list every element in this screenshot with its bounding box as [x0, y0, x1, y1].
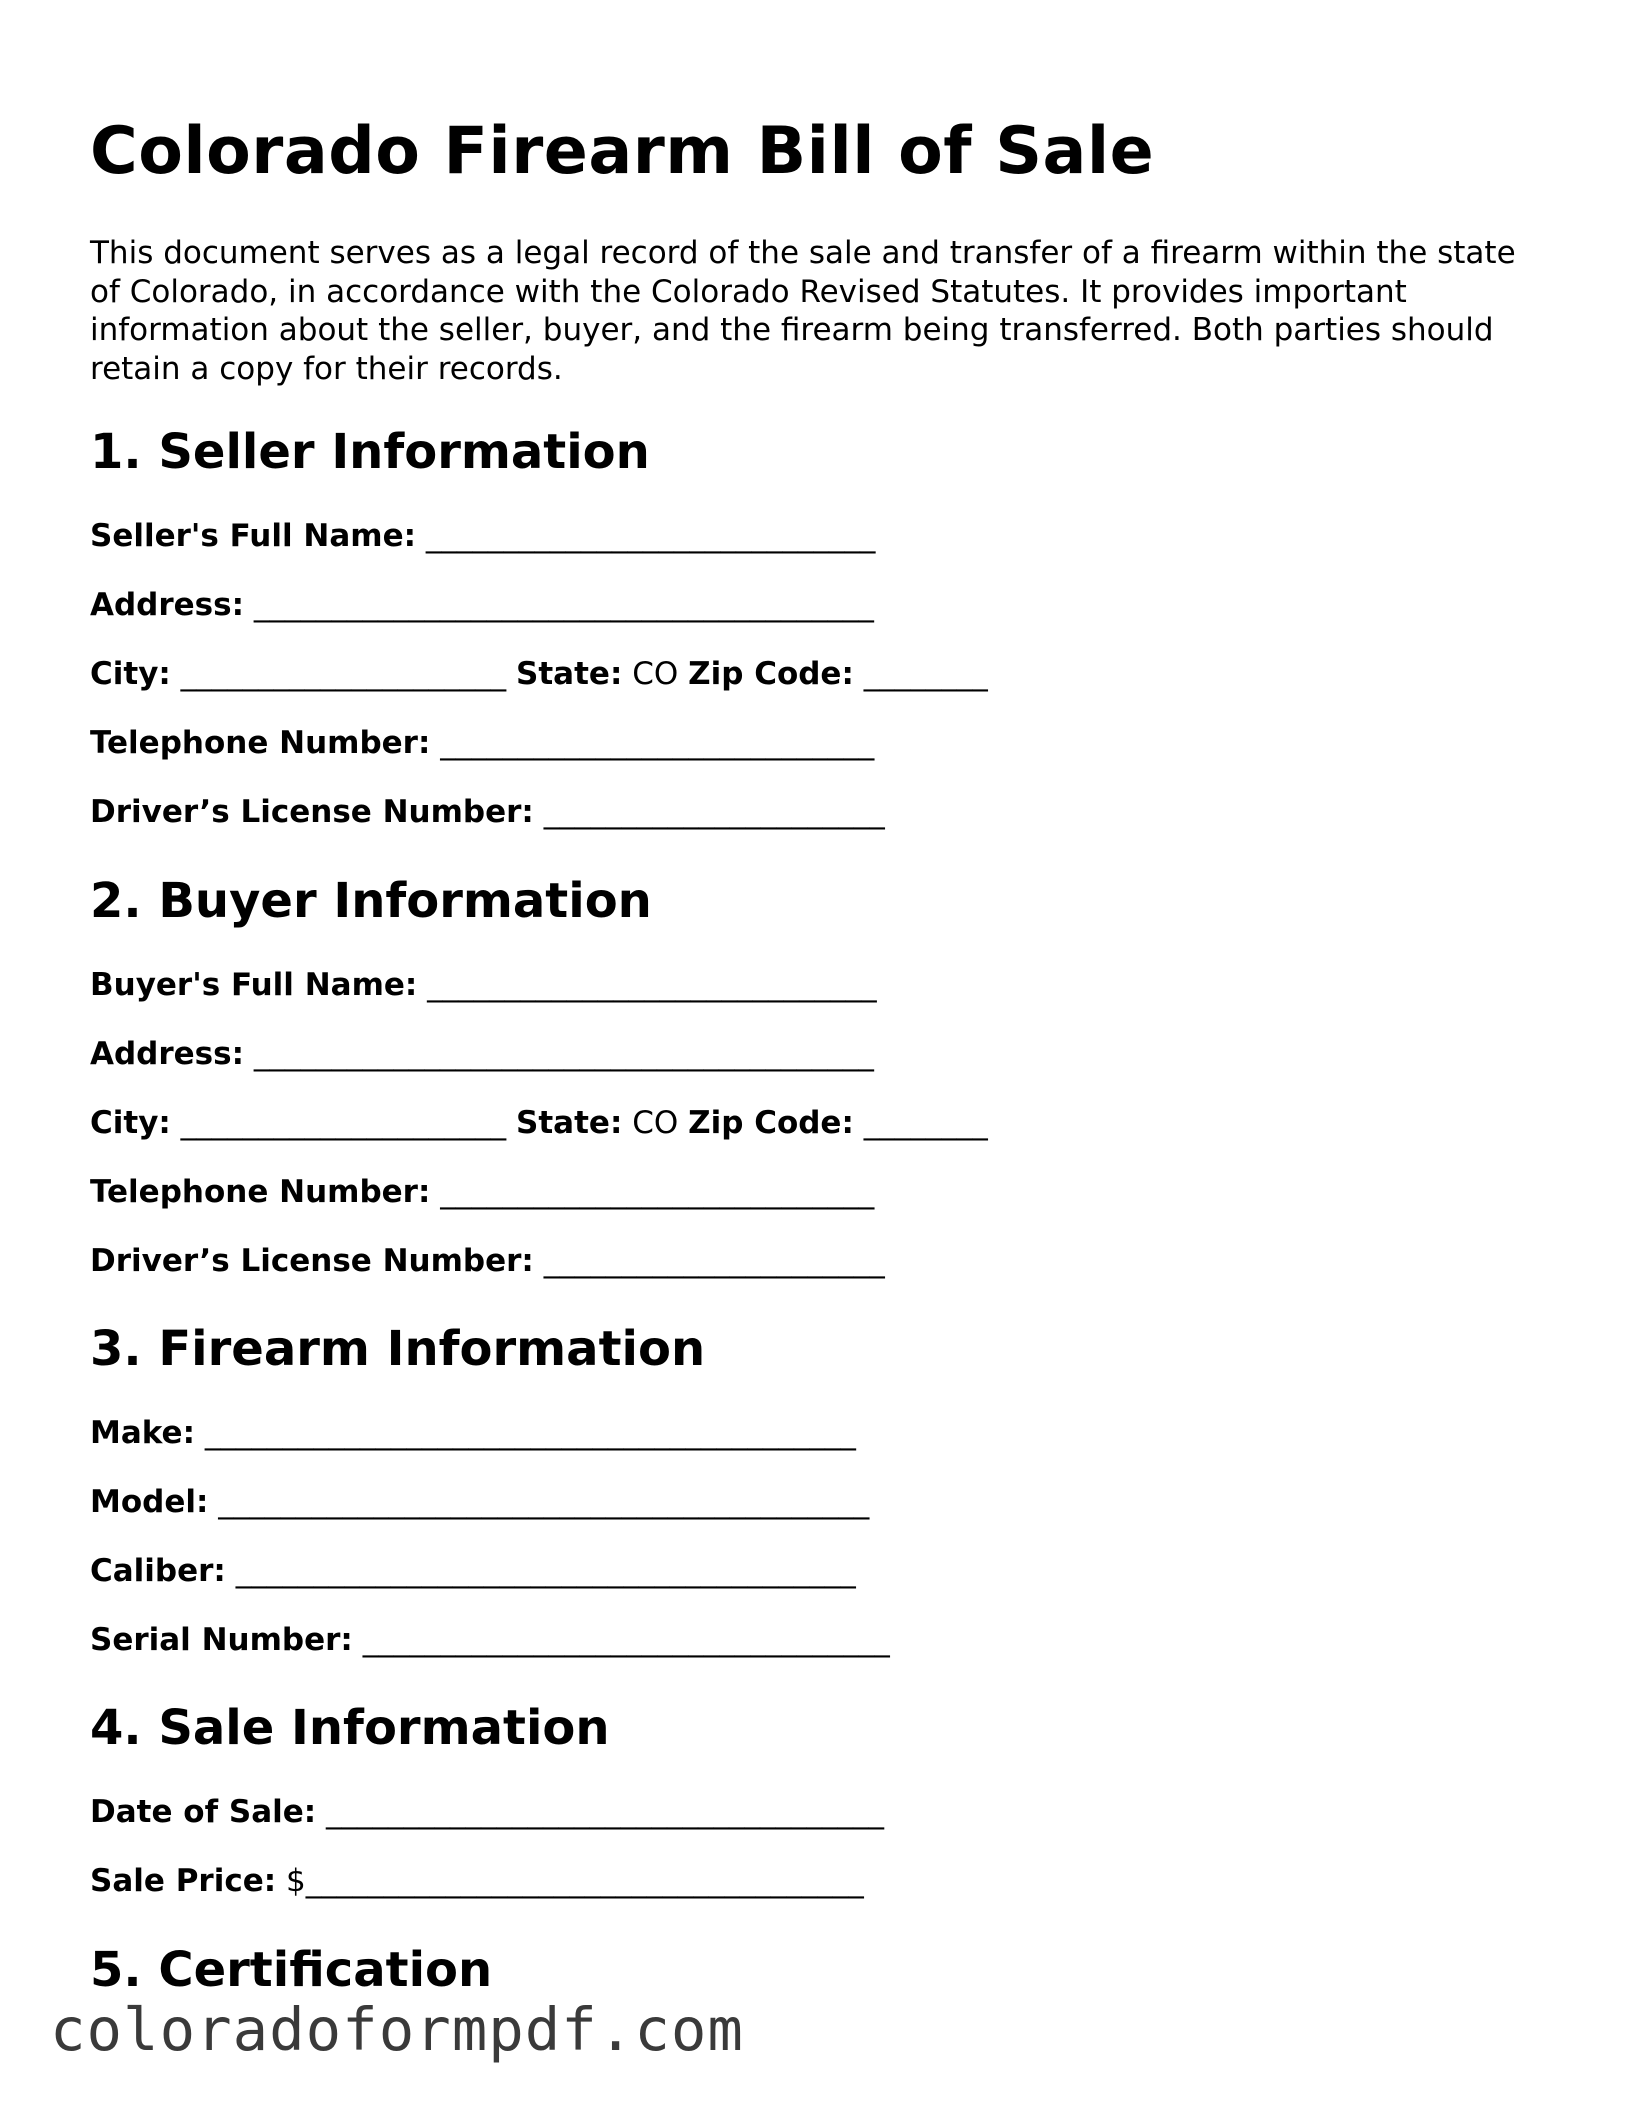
firearm-caliber-field[interactable] — [90, 1551, 856, 1591]
firearm-serial-field[interactable] — [90, 1620, 890, 1660]
seller-license-field[interactable] — [90, 792, 885, 832]
sale-price-label: Sale Price: — [90, 1863, 277, 1899]
firearm-serial-label: Serial Number: — [90, 1622, 353, 1658]
seller-address-label: Address: — [90, 587, 244, 623]
seller-phone-blank[interactable]: ____________________________ — [440, 725, 875, 761]
buyer-license-blank[interactable]: ______________________ — [543, 1243, 885, 1279]
firearm-make-field[interactable] — [90, 1413, 856, 1453]
seller-section-heading: 1. Seller Information — [90, 424, 650, 480]
buyer-zip-label: Zip Code: — [688, 1105, 854, 1141]
sale-date-blank[interactable]: ____________________________________ — [326, 1794, 885, 1830]
sale-date-field[interactable] — [90, 1792, 884, 1832]
seller-name-label: Seller's Full Name: — [90, 518, 416, 554]
buyer-state-label: State: — [516, 1105, 623, 1141]
firearm-serial-blank[interactable]: __________________________________ — [362, 1622, 890, 1658]
buyer-address-label: Address: — [90, 1036, 244, 1072]
page-title: Colorado Firearm Bill of Sale — [90, 114, 1155, 189]
buyer-zip-blank[interactable]: ________ — [863, 1105, 988, 1141]
firearm-caliber-blank[interactable]: ________________________________________ — [235, 1553, 856, 1589]
buyer-phone-field[interactable] — [90, 1172, 874, 1212]
seller-address-blank[interactable]: ________________________________________ — [253, 587, 874, 623]
sale-price-blank[interactable]: ____________________________________ — [305, 1863, 864, 1899]
buyer-section-heading: 2. Buyer Information — [90, 873, 652, 929]
buyer-phone-blank[interactable]: ____________________________ — [440, 1174, 875, 1210]
watermark: coloradoformpdf.com — [50, 1995, 744, 2064]
seller-state-label: State: — [516, 656, 623, 692]
seller-city-state-zip-field[interactable] — [90, 654, 988, 694]
seller-zip-blank[interactable]: ________ — [863, 656, 988, 692]
buyer-address-blank[interactable]: ________________________________________ — [253, 1036, 874, 1072]
firearm-model-label: Model: — [90, 1484, 209, 1520]
seller-zip-label: Zip Code: — [688, 656, 854, 692]
seller-license-blank[interactable]: ______________________ — [543, 794, 885, 830]
buyer-city-state-zip-field[interactable] — [90, 1103, 988, 1143]
document-page — [90, 112, 1550, 1998]
firearm-model-blank[interactable]: __________________________________________ — [218, 1484, 870, 1520]
firearm-section-heading: 3. Firearm Information — [90, 1321, 706, 1377]
buyer-name-field[interactable] — [90, 965, 877, 1005]
buyer-address-field[interactable] — [90, 1034, 874, 1074]
buyer-city-blank[interactable]: _____________________ — [180, 1105, 507, 1141]
buyer-city-label: City: — [90, 1105, 171, 1141]
sale-price-field[interactable] — [90, 1861, 864, 1901]
seller-name-blank[interactable]: _____________________________ — [425, 518, 876, 554]
certification-section-heading: 5. Certification — [90, 1942, 493, 1998]
seller-license-label: Driver’s License Number: — [90, 794, 534, 830]
buyer-name-label: Buyer's Full Name: — [90, 967, 418, 1003]
intro-paragraph: This document serves as a legal record of the sale and transfer of a firearm within the state of Colorado, in accordance with the Colorado Revised Statutes. It provides important information about the seller, buyer, and the firearm being transferred. Both parties should retain a copy for their records. — [90, 235, 1516, 387]
buyer-license-label: Driver’s License Number: — [90, 1243, 534, 1279]
seller-state-value: CO — [632, 656, 679, 692]
sale-date-label: Date of Sale: — [90, 1794, 317, 1830]
firearm-make-blank[interactable]: __________________________________________ — [204, 1415, 856, 1451]
buyer-name-blank[interactable]: _____________________________ — [427, 967, 877, 1003]
firearm-model-field[interactable] — [90, 1482, 869, 1522]
seller-city-label: City: — [90, 656, 171, 692]
buyer-phone-label: Telephone Number: — [90, 1174, 431, 1210]
seller-phone-field[interactable] — [90, 723, 874, 763]
seller-address-field[interactable] — [90, 585, 874, 625]
sale-price-prefix: $ — [285, 1863, 306, 1899]
seller-name-field[interactable] — [90, 516, 875, 556]
buyer-license-field[interactable] — [90, 1241, 885, 1281]
buyer-state-value: CO — [632, 1105, 679, 1141]
firearm-caliber-label: Caliber: — [90, 1553, 226, 1589]
sale-section-heading: 4. Sale Information — [90, 1700, 610, 1756]
seller-city-blank[interactable]: _____________________ — [180, 656, 507, 692]
firearm-make-label: Make: — [90, 1415, 195, 1451]
seller-phone-label: Telephone Number: — [90, 725, 431, 761]
